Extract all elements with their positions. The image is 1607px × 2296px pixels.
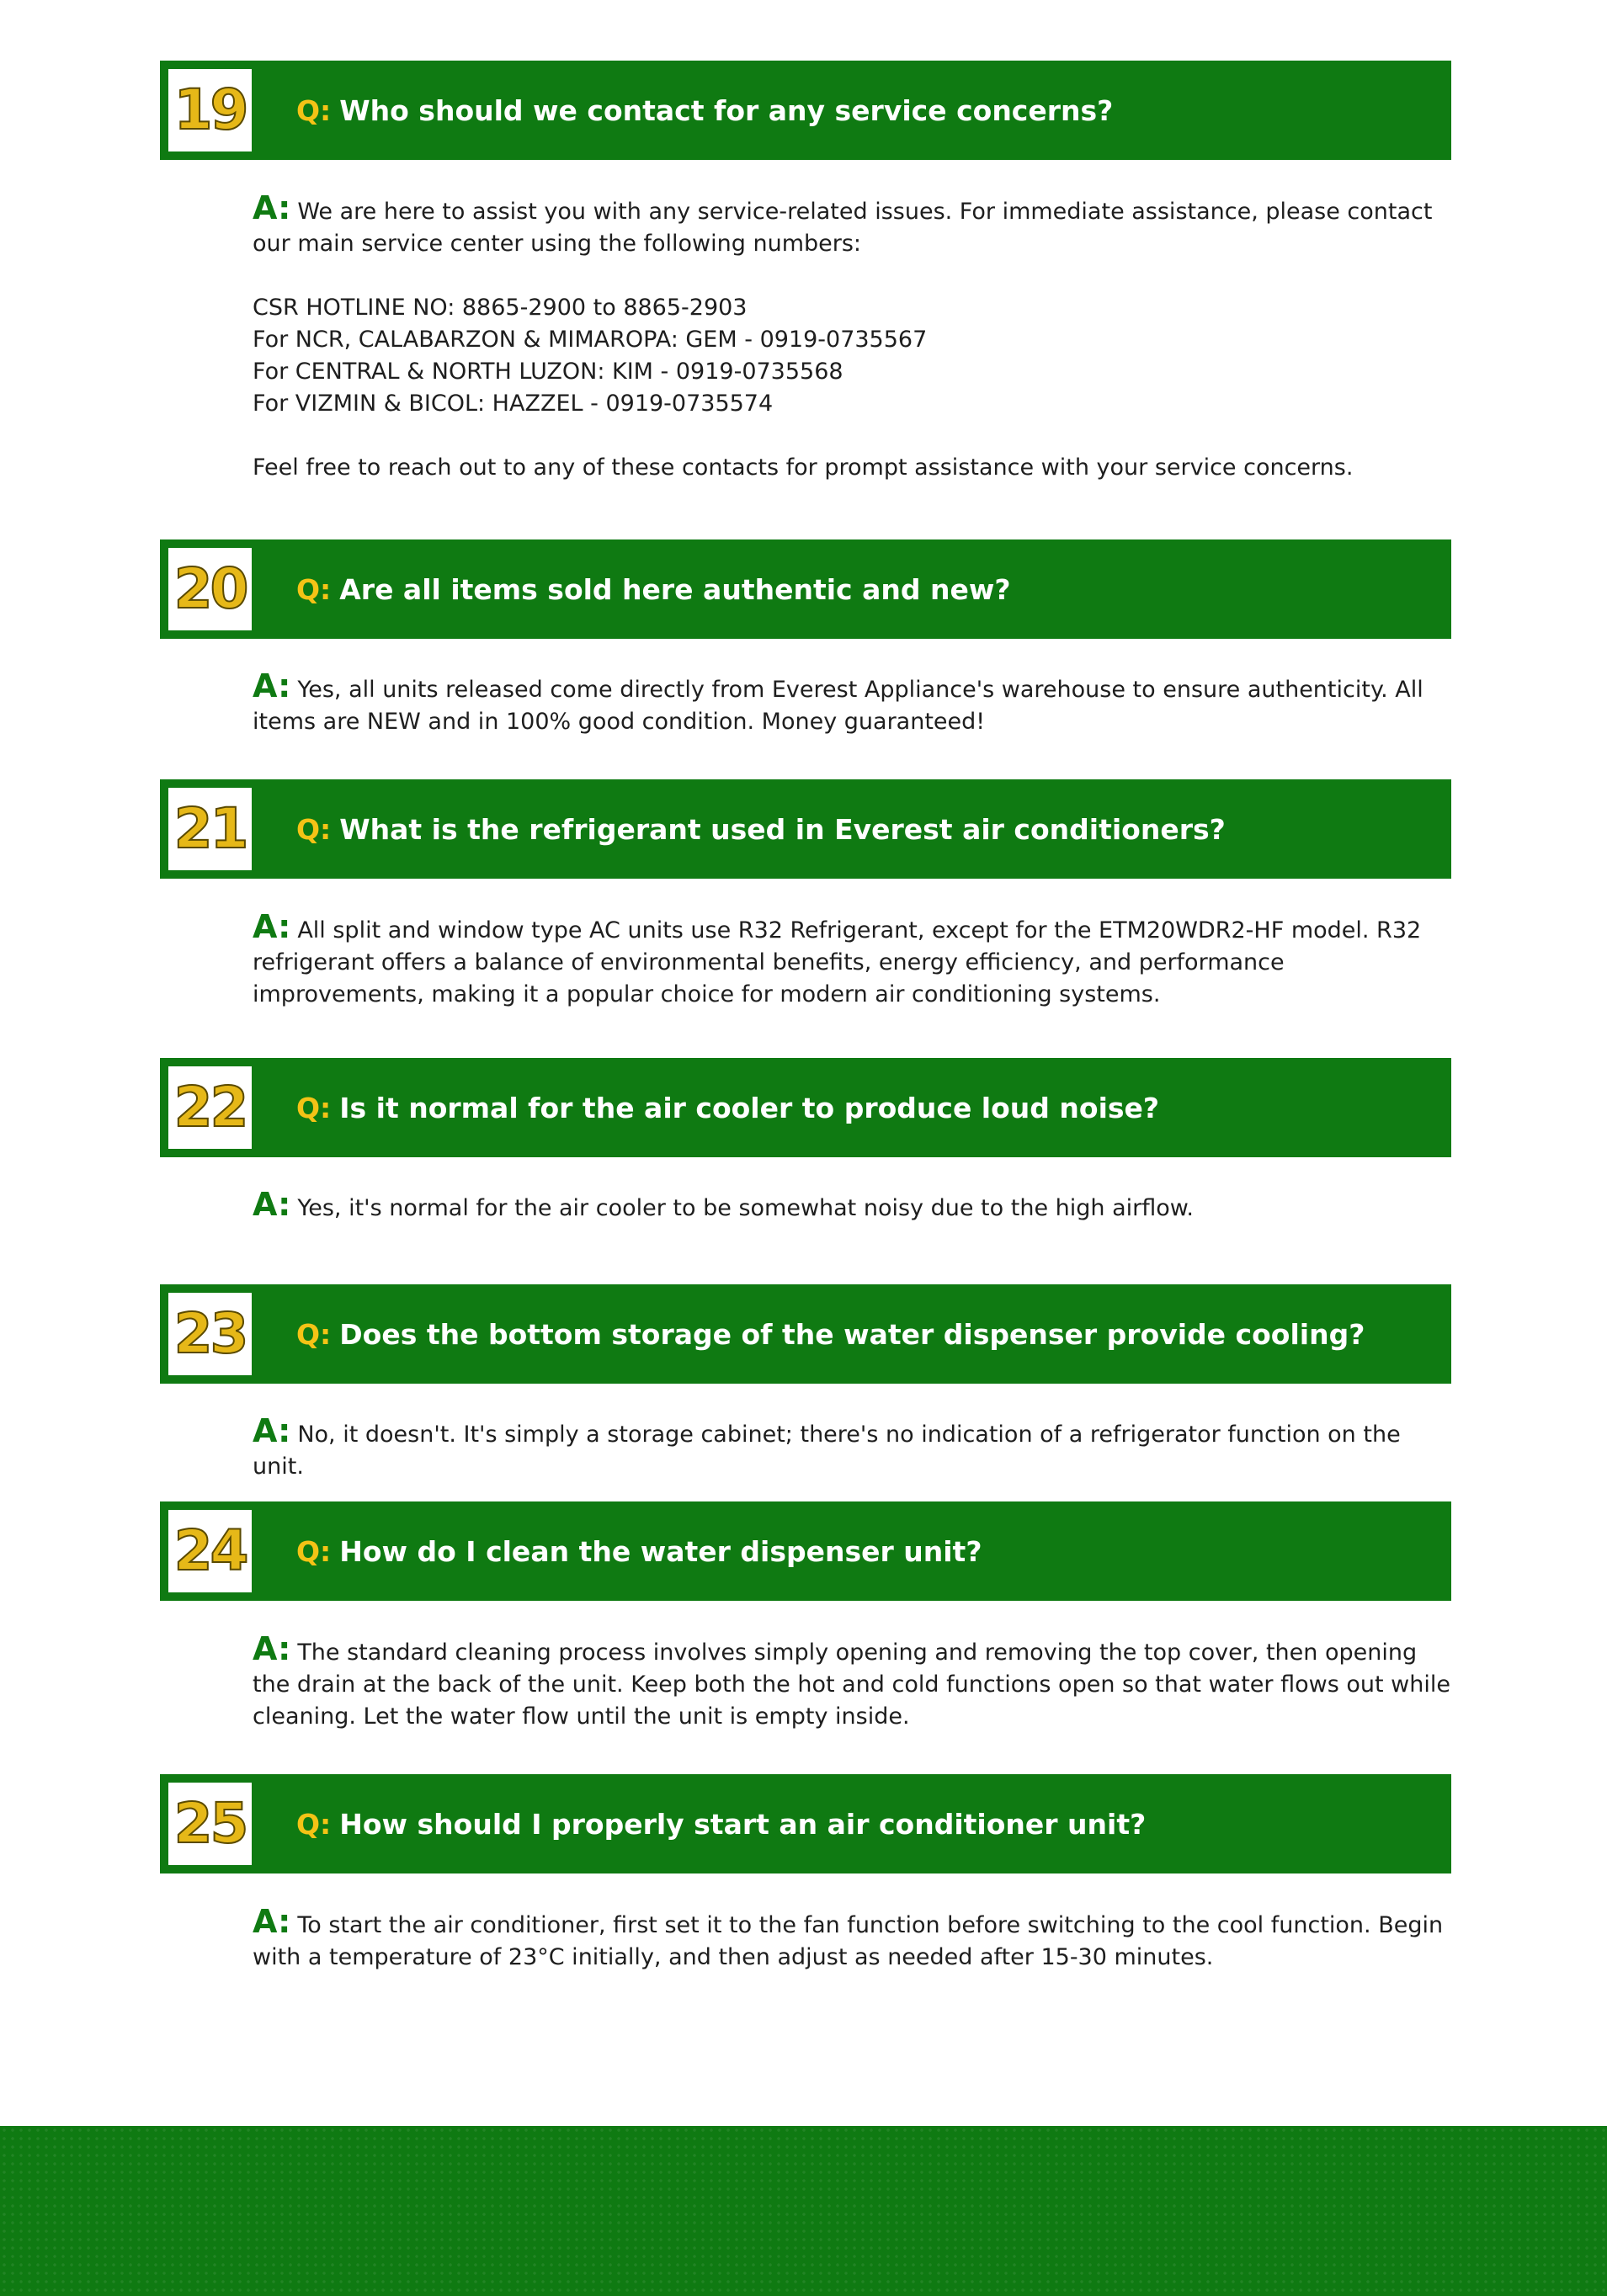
contact-line: For CENTRAL & NORTH LUZON: KIM - 0919-0735568: [253, 359, 843, 385]
question-label: Who should we contact for any service concerns?: [339, 93, 1114, 127]
contact-list: [253, 292, 1456, 420]
answer-prefix: A:: [253, 908, 291, 945]
question-prefix: Q:: [296, 93, 332, 127]
answer-closing: Feel free to reach out to any of these contacts for prompt assistance with your service concerns.: [253, 454, 1354, 481]
answer-text: To start the air conditioner, first set it to the fan function before switching to the cool function. Begin with a temperature of 23°C initially, and then adjust as needed after 15-30 minutes.: [253, 1912, 1444, 1970]
answer-prefix: A:: [253, 1903, 291, 1940]
answer-text: All split and window type AC units use R32 Refrigerant, except for the ETM20WDR2-HF model. R32 refrigerant offers a balance of environmental benefits, energy efficiency, and performance improvements, making it a popular choice for modern air conditioning systems.: [253, 917, 1422, 1007]
answer-text: The standard cleaning process involves simply opening and removing the top cover, then opening the drain at the back of the unit. Keep both the hot and cold functions open so that water flows out while cleaning. Let the water flow until the unit is empty inside.: [253, 1640, 1450, 1730]
question-text: [296, 779, 1226, 879]
answer-block: [253, 1905, 1456, 1974]
question-prefix: Q:: [296, 1534, 332, 1568]
contact-line: For VIZMIN & BICOL: HAZZEL - 0919-0735574: [253, 391, 774, 417]
question-label: Are all items sold here authentic and new?: [339, 572, 1011, 606]
question-label: What is the refrigerant used in Everest air conditioners?: [339, 812, 1226, 846]
question-bar: [160, 1774, 1451, 1873]
answer-prefix: A:: [253, 1186, 291, 1223]
question-number-box: [168, 1510, 252, 1592]
question-number-box: [168, 788, 252, 870]
question-prefix: Q:: [296, 1317, 332, 1351]
question-bar: [160, 1058, 1451, 1157]
question-prefix: Q:: [296, 1091, 332, 1124]
question-text: [296, 1501, 982, 1601]
answer-text: No, it doesn't. It's simply a storage cabinet; there's no indication of a refrigerator function on the unit.: [253, 1422, 1401, 1480]
question-number: 19: [173, 77, 247, 142]
contact-line: CSR HOTLINE NO: 8865-2900 to 8865-2903: [253, 295, 748, 321]
question-text: [296, 1058, 1159, 1157]
answer-text: Yes, it's normal for the air cooler to be somewhat noisy due to the high airflow.: [297, 1195, 1194, 1221]
question-number: 25: [173, 1791, 247, 1856]
answer-block: [253, 908, 1456, 1011]
answer-block: [253, 1412, 1456, 1483]
footer-band: [0, 2126, 1607, 2296]
question-text: [296, 539, 1010, 639]
question-number-box: [168, 69, 252, 151]
answer-block: [253, 1630, 1456, 1733]
question-bar: [160, 779, 1451, 879]
question-label: How should I properly start an air conditioner unit?: [339, 1807, 1147, 1841]
question-number-box: [168, 1066, 252, 1149]
answer-block: [253, 189, 1456, 484]
question-number-box: [168, 1293, 252, 1375]
question-bar: [160, 539, 1451, 639]
question-bar: [160, 61, 1451, 160]
question-number: 23: [173, 1301, 247, 1366]
question-prefix: Q:: [296, 572, 332, 606]
question-prefix: Q:: [296, 812, 332, 846]
answer-prefix: A:: [253, 667, 291, 704]
question-number: 21: [173, 796, 247, 861]
answer-prefix: A:: [253, 1630, 291, 1667]
answer-text: Yes, all units released come directly from Everest Appliance's warehouse to ensure authenticity. All items are NEW and in 100% good condition. Money guaranteed!: [253, 677, 1423, 735]
question-number-box: [168, 1783, 252, 1865]
question-text: [296, 1284, 1365, 1384]
answer-block: [253, 667, 1456, 738]
question-number: 20: [173, 556, 247, 621]
answer-block: [253, 1188, 1456, 1225]
question-prefix: Q:: [296, 1807, 332, 1841]
question-number-box: [168, 548, 252, 630]
question-label: Does the bottom storage of the water dispenser provide cooling?: [339, 1317, 1365, 1351]
question-bar: [160, 1284, 1451, 1384]
question-bar: [160, 1501, 1451, 1601]
answer-prefix: A:: [253, 1412, 291, 1449]
question-label: How do I clean the water dispenser unit?: [339, 1534, 982, 1568]
contact-line: For NCR, CALABARZON & MIMAROPA: GEM - 0919-0735567: [253, 327, 928, 353]
answer-prefix: A:: [253, 189, 291, 226]
question-text: [296, 1774, 1146, 1873]
question-number: 24: [173, 1518, 247, 1583]
answer-text: We are here to assist you with any service-related issues. For immediate assistance, please contact our main service center using the following numbers:: [253, 199, 1433, 257]
question-label: Is it normal for the air cooler to produce loud noise?: [339, 1091, 1160, 1124]
question-number: 22: [173, 1075, 247, 1140]
question-text: [296, 61, 1113, 160]
